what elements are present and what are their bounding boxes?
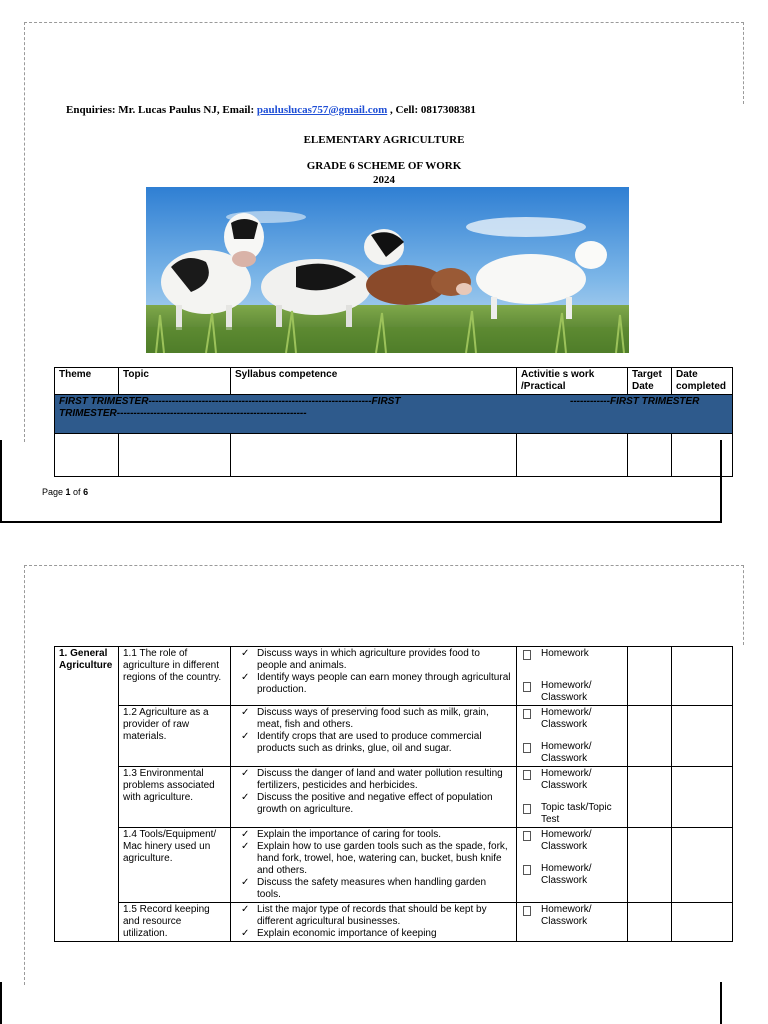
competence-cell — [231, 828, 517, 903]
email-link[interactable]: pauluslucas757@gmail.com — [256, 104, 388, 116]
competence-item: ✓ Discuss ways in which agriculture provides food to people and animals. — [257, 648, 512, 672]
enquiries-line — [66, 104, 476, 116]
page2-table-clip — [54, 646, 734, 972]
table-row — [55, 767, 733, 828]
trimester-right-text: ------------FIRST TRIMESTER — [570, 396, 700, 407]
topic-cell: 1.4 Tools/Equipment/ Mac hinery used un agriculture. — [119, 828, 231, 903]
target-date-cell — [628, 767, 672, 828]
header-target-date: Target Date — [628, 368, 672, 395]
competence-cell — [231, 647, 517, 706]
date-completed-cell — [672, 903, 733, 942]
page1-bottom-line — [0, 521, 722, 523]
topic-cell: 1.2 Agriculture as a provider of raw materials. — [119, 706, 231, 767]
target-date-cell — [628, 647, 672, 706]
topic-cell: 1.1 The role of agriculture in different regions of the country. — [119, 647, 231, 706]
activity-cell: Homework/ Classwork Homework/ Classwork — [517, 706, 628, 767]
activity-cell: Homework/ Classwork — [517, 903, 628, 942]
header-syllabus: Syllabus competence — [231, 368, 517, 395]
competence-item: ✓ Discuss the danger of land and water pollution resulting fertilizers, pesticides and herbicides. — [257, 768, 512, 792]
page1-border-top — [24, 22, 744, 23]
checkbox-icon — [523, 650, 531, 660]
competence-item: ✓ Discuss the positive and negative effect of population growth on agriculture. — [257, 792, 512, 816]
checkbox-icon — [523, 865, 531, 875]
page2-border-top — [24, 565, 744, 566]
target-date-cell — [628, 706, 672, 767]
checkbox-icon — [523, 743, 531, 753]
page2-border-right — [743, 565, 744, 645]
target-date-cell — [628, 903, 672, 942]
checkbox-icon — [523, 709, 531, 719]
activity-cell: Homework Homework/ Classwork — [517, 647, 628, 706]
checkbox-icon — [523, 804, 531, 814]
page2-border-left — [24, 565, 25, 985]
topic-cell: 1.5 Record keeping and resource utilization. — [119, 903, 231, 942]
competence-cell — [231, 767, 517, 828]
table-row — [55, 828, 733, 903]
topic-cell: 1.3 Environmental problems associated with agriculture. — [119, 767, 231, 828]
competence-item: ✓ Discuss the safety measures when handling garden tools. — [257, 877, 512, 901]
competence-item: ✓ Identify crops that are used to produce commercial products such as drinks, glue, oil and sugar. — [257, 731, 512, 755]
competence-item: ✓ List the major type of records that should be kept by different agricultural businesses. — [257, 904, 512, 928]
page1-border-left — [24, 22, 25, 442]
competence-item: ✓ Explain economic importance of keeping — [257, 928, 512, 940]
enquiries-suffix: , Cell: 0817308381 — [387, 104, 476, 116]
activity-cell: Homework/ Classwork Homework/ Classwork — [517, 828, 628, 903]
competence-cell — [231, 903, 517, 942]
date-completed-cell — [672, 767, 733, 828]
competence-cell — [231, 706, 517, 767]
date-completed-cell — [672, 706, 733, 767]
trimester-banner-row — [55, 395, 733, 434]
header-date-completed: Date completed — [672, 368, 733, 395]
subject-title: ELEMENTARY AGRICULTURE — [303, 134, 465, 146]
checkbox-icon — [523, 831, 531, 841]
table-row — [55, 903, 733, 942]
checkbox-icon — [523, 906, 531, 916]
year-title: 2024 — [373, 174, 395, 186]
table-row — [55, 706, 733, 767]
trimester-left-text: FIRST TRIMESTER-------------------------------------------------------------------FIRST TRIMESTER--------------------------------------------------------- — [59, 396, 401, 419]
competence-item: ✓ Discuss ways of preserving food such as milk, grain, meat, fish and others. — [257, 707, 512, 731]
table-row — [55, 647, 733, 706]
checkbox-icon — [523, 682, 531, 692]
competence-item: ✓ Explain how to use garden tools such as the spade, fork, hand fork, trowel, hoe, watering can, bucket, bush knife and others. — [257, 841, 512, 877]
enquiries-prefix: Enquiries: Mr. Lucas Paulus NJ, Email: — [66, 104, 257, 116]
page2-right-bracket — [720, 982, 722, 1024]
page2-left-bracket — [0, 982, 2, 1024]
cows-in-field-photo — [146, 187, 629, 353]
theme-cell: 1. General Agriculture — [55, 647, 119, 942]
activity-cell: Homework/ Classwork Topic task/Topic Test — [517, 767, 628, 828]
header-topic: Topic — [119, 368, 231, 395]
schedule-table-page1 — [54, 367, 733, 477]
header-theme: Theme — [55, 368, 119, 395]
header-activities: Activitie s work /Practical — [517, 368, 628, 395]
date-completed-cell — [672, 647, 733, 706]
checkbox-icon — [523, 770, 531, 780]
page1-left-bracket — [0, 440, 2, 523]
competence-item: ✓ Explain the importance of caring for tools. — [257, 829, 512, 841]
schedule-table-page2 — [54, 646, 733, 942]
competence-item: ✓ Identify ways people can earn money through agricultural production. — [257, 672, 512, 696]
date-completed-cell — [672, 828, 733, 903]
table-header-row — [55, 368, 733, 395]
grade-title: GRADE 6 SCHEME OF WORK — [306, 160, 462, 172]
target-date-cell — [628, 828, 672, 903]
page1-border-right — [743, 22, 744, 104]
empty-row — [55, 434, 733, 477]
page-number: Page 1 of 6 — [42, 487, 89, 497]
